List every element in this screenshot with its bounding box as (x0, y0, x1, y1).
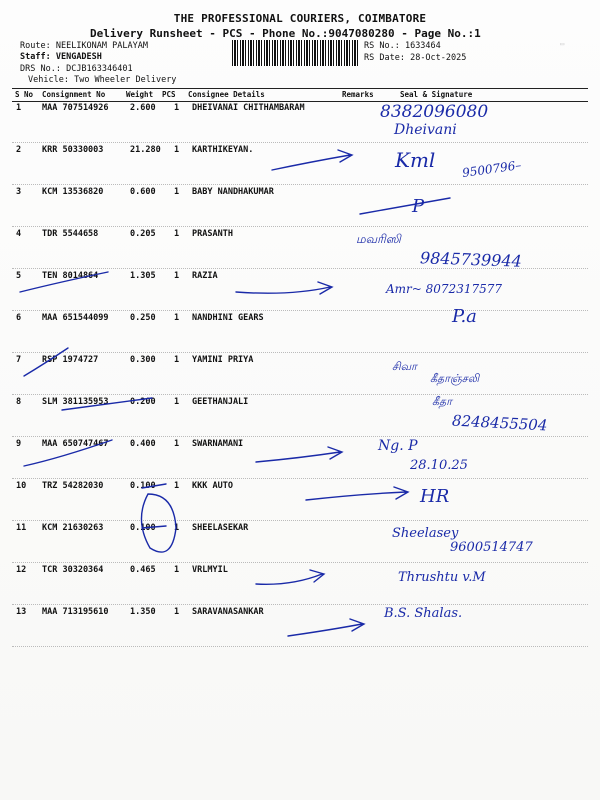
row-consignment: SLM 381135953 (42, 397, 109, 407)
row-consignee: YAMINI PRIYA (192, 355, 254, 365)
row-consignment: MAA 707514926 (42, 103, 109, 113)
row-weight: 0.400 (130, 439, 156, 449)
row-sno: 3 (16, 187, 22, 197)
row-consignee: KKK AUTO (192, 481, 233, 491)
col-weight: Weight (126, 90, 154, 99)
row-pcs: 1 (174, 397, 180, 407)
row-consignment: MAA 650747467 (42, 439, 109, 449)
row-pcs: 1 (174, 103, 180, 113)
strike-line (20, 272, 108, 292)
row-consignee: BABY NANDHAKUMAR (192, 187, 274, 197)
strike-line (142, 526, 166, 528)
arrow-icon (256, 570, 324, 584)
handwritten-signature: Ng. P (378, 438, 418, 454)
row-consignee: VRLMYIL (192, 565, 228, 575)
handwritten-signature: Dheivani (394, 122, 457, 138)
row-weight: 0.465 (130, 565, 156, 575)
strike-line (360, 198, 450, 214)
row-pcs: 1 (174, 439, 180, 449)
row-sno: 13 (16, 607, 27, 617)
row-pcs: 1 (174, 355, 180, 365)
rs-no-label: RS No.: (364, 41, 400, 51)
arrow-icon (256, 447, 342, 462)
row-consignment: KCM 21630263 (42, 523, 104, 533)
row-sno: 11 (16, 523, 27, 533)
row-sno: 9 (16, 439, 22, 449)
row-consignment: KRR 50330003 (42, 145, 104, 155)
runsheet-subtitle: Delivery Runsheet - PCS - Phone No.:9047080280 - Page No.:1 (90, 27, 481, 40)
row-consignment: MAA 651544099 (42, 313, 109, 323)
handwritten-signature: கீதா (432, 395, 452, 408)
arrow-icon (306, 487, 408, 500)
col-pcs: PCS (162, 90, 176, 99)
handwritten-signature: Thrushtu v.M (398, 570, 486, 585)
handwritten-signature: P (412, 196, 425, 217)
row-weight: 21.280 (130, 145, 161, 155)
row-sno: 10 (16, 481, 27, 491)
strike-line (24, 348, 68, 376)
strike-line (62, 398, 152, 410)
rs-date-label: RS Date: (364, 53, 405, 63)
strike-line (24, 440, 112, 466)
row-pcs: 1 (174, 481, 180, 491)
row-consignment: RSP 1974727 (42, 355, 99, 365)
handwritten-signature: Sheelasey (392, 526, 459, 541)
row-consignee: RAZIA (192, 271, 218, 281)
row-weight: 0.250 (130, 313, 156, 323)
row-pcs: 1 (174, 523, 180, 533)
drs-value: DCJB163346401 (66, 64, 133, 74)
row-pcs: 1 (174, 271, 180, 281)
handwritten-phone: 9845739944 (419, 248, 523, 271)
row-pcs: 1 (174, 565, 180, 575)
row-sno: 4 (16, 229, 22, 239)
handwritten-signature: சிவா (392, 360, 417, 373)
handwritten-signature: B.S. Shalas. (384, 606, 463, 621)
handwritten-phone: 9600514747 (450, 540, 533, 555)
row-weight: 1.305 (130, 271, 156, 281)
rs-no-value: 1633464 (404, 41, 441, 51)
row-sno: 7 (16, 355, 22, 365)
strike-line (142, 484, 166, 488)
arrow-icon (272, 150, 352, 170)
handwritten-signature: HR (420, 486, 450, 507)
col-sno: S No (15, 90, 34, 99)
handwritten-phone: 9500796– (461, 157, 523, 181)
vehicle-label: Vehicle: (28, 75, 69, 85)
handwritten-signature: மவரிஸி (356, 232, 401, 246)
row-consignment: TCR 30320364 (42, 565, 104, 575)
row-consignment: TEN 8014864 (42, 271, 99, 281)
col-seal-signature: Seal & Signature (400, 90, 473, 99)
row-consignee: SWARNAMANI (192, 439, 244, 449)
route-label: Route: (20, 41, 51, 51)
row-consignee: DHEIVANAI CHITHAMBARAM (192, 103, 305, 113)
row-sno: 1 (16, 103, 22, 113)
route-value: NEELIKONAM PALAYAM (55, 41, 148, 51)
arrow-icon (236, 282, 332, 294)
col-consignment: Consignment No (42, 90, 106, 99)
handwritten-signature: P.a (452, 306, 477, 327)
row-weight: 0.600 (130, 187, 156, 197)
row-weight: 2.600 (130, 103, 156, 113)
company-title: THE PROFESSIONAL COURIERS, COIMBATORE (173, 12, 427, 25)
row-pcs: 1 (174, 145, 180, 155)
drs-label: DRS No.: (20, 64, 61, 74)
rs-date-value: 28-Oct-2025 (410, 53, 467, 63)
handwritten-signature: Kml (395, 148, 436, 172)
handwritten-phone: 8248455504 (451, 411, 548, 435)
row-sno: 2 (16, 145, 22, 155)
row-consignment: KCM 13536820 (42, 187, 104, 197)
handwritten-phone: 8382096080 (380, 102, 489, 122)
row-sno: 12 (16, 565, 27, 575)
staff-label: Staff: (20, 52, 51, 62)
row-pcs: 1 (174, 187, 180, 197)
row-consignee: GEETHANJALI (192, 397, 249, 407)
row-weight: 1.350 (130, 607, 156, 617)
staff-value: VENGADESH (55, 52, 102, 62)
row-weight: 0.100 (130, 523, 156, 533)
faint-stamp-mark: ▭ (560, 40, 565, 48)
row-consignment: MAA 713195610 (42, 607, 109, 617)
col-consignee: Consignee Details (188, 90, 265, 99)
row-weight: 0.205 (130, 229, 156, 239)
arrow-icon (288, 619, 364, 636)
row-sno: 5 (16, 271, 22, 281)
row-weight: 0.200 (130, 397, 156, 407)
row-consignment: TRZ 54282030 (42, 481, 104, 491)
handwritten-date: 28.10.25 (410, 458, 468, 473)
row-pcs: 1 (174, 313, 180, 323)
row-weight: 0.100 (130, 481, 156, 491)
col-remarks: Remarks (342, 90, 374, 99)
row-consignee: NANDHINI GEARS (192, 313, 264, 323)
circle-mark (141, 494, 176, 552)
row-sno: 8 (16, 397, 22, 407)
row-weight: 0.300 (130, 355, 156, 365)
row-consignee: SHEELASEKAR (192, 523, 249, 533)
row-consignee: PRASANTH (192, 229, 233, 239)
row-consignment: TDR 5544658 (42, 229, 99, 239)
handwritten-signature: கீதாஞ்சலி (430, 372, 480, 385)
row-consignee: KARTHIKEYAN. (192, 145, 254, 155)
row-sno: 6 (16, 313, 22, 323)
handwritten-phone: Amr~ 8072317577 (386, 282, 502, 296)
vehicle-value: Two Wheeler Delivery (74, 75, 177, 85)
row-pcs: 1 (174, 607, 180, 617)
row-consignee: SARAVANASANKAR (192, 607, 264, 617)
row-pcs: 1 (174, 229, 180, 239)
